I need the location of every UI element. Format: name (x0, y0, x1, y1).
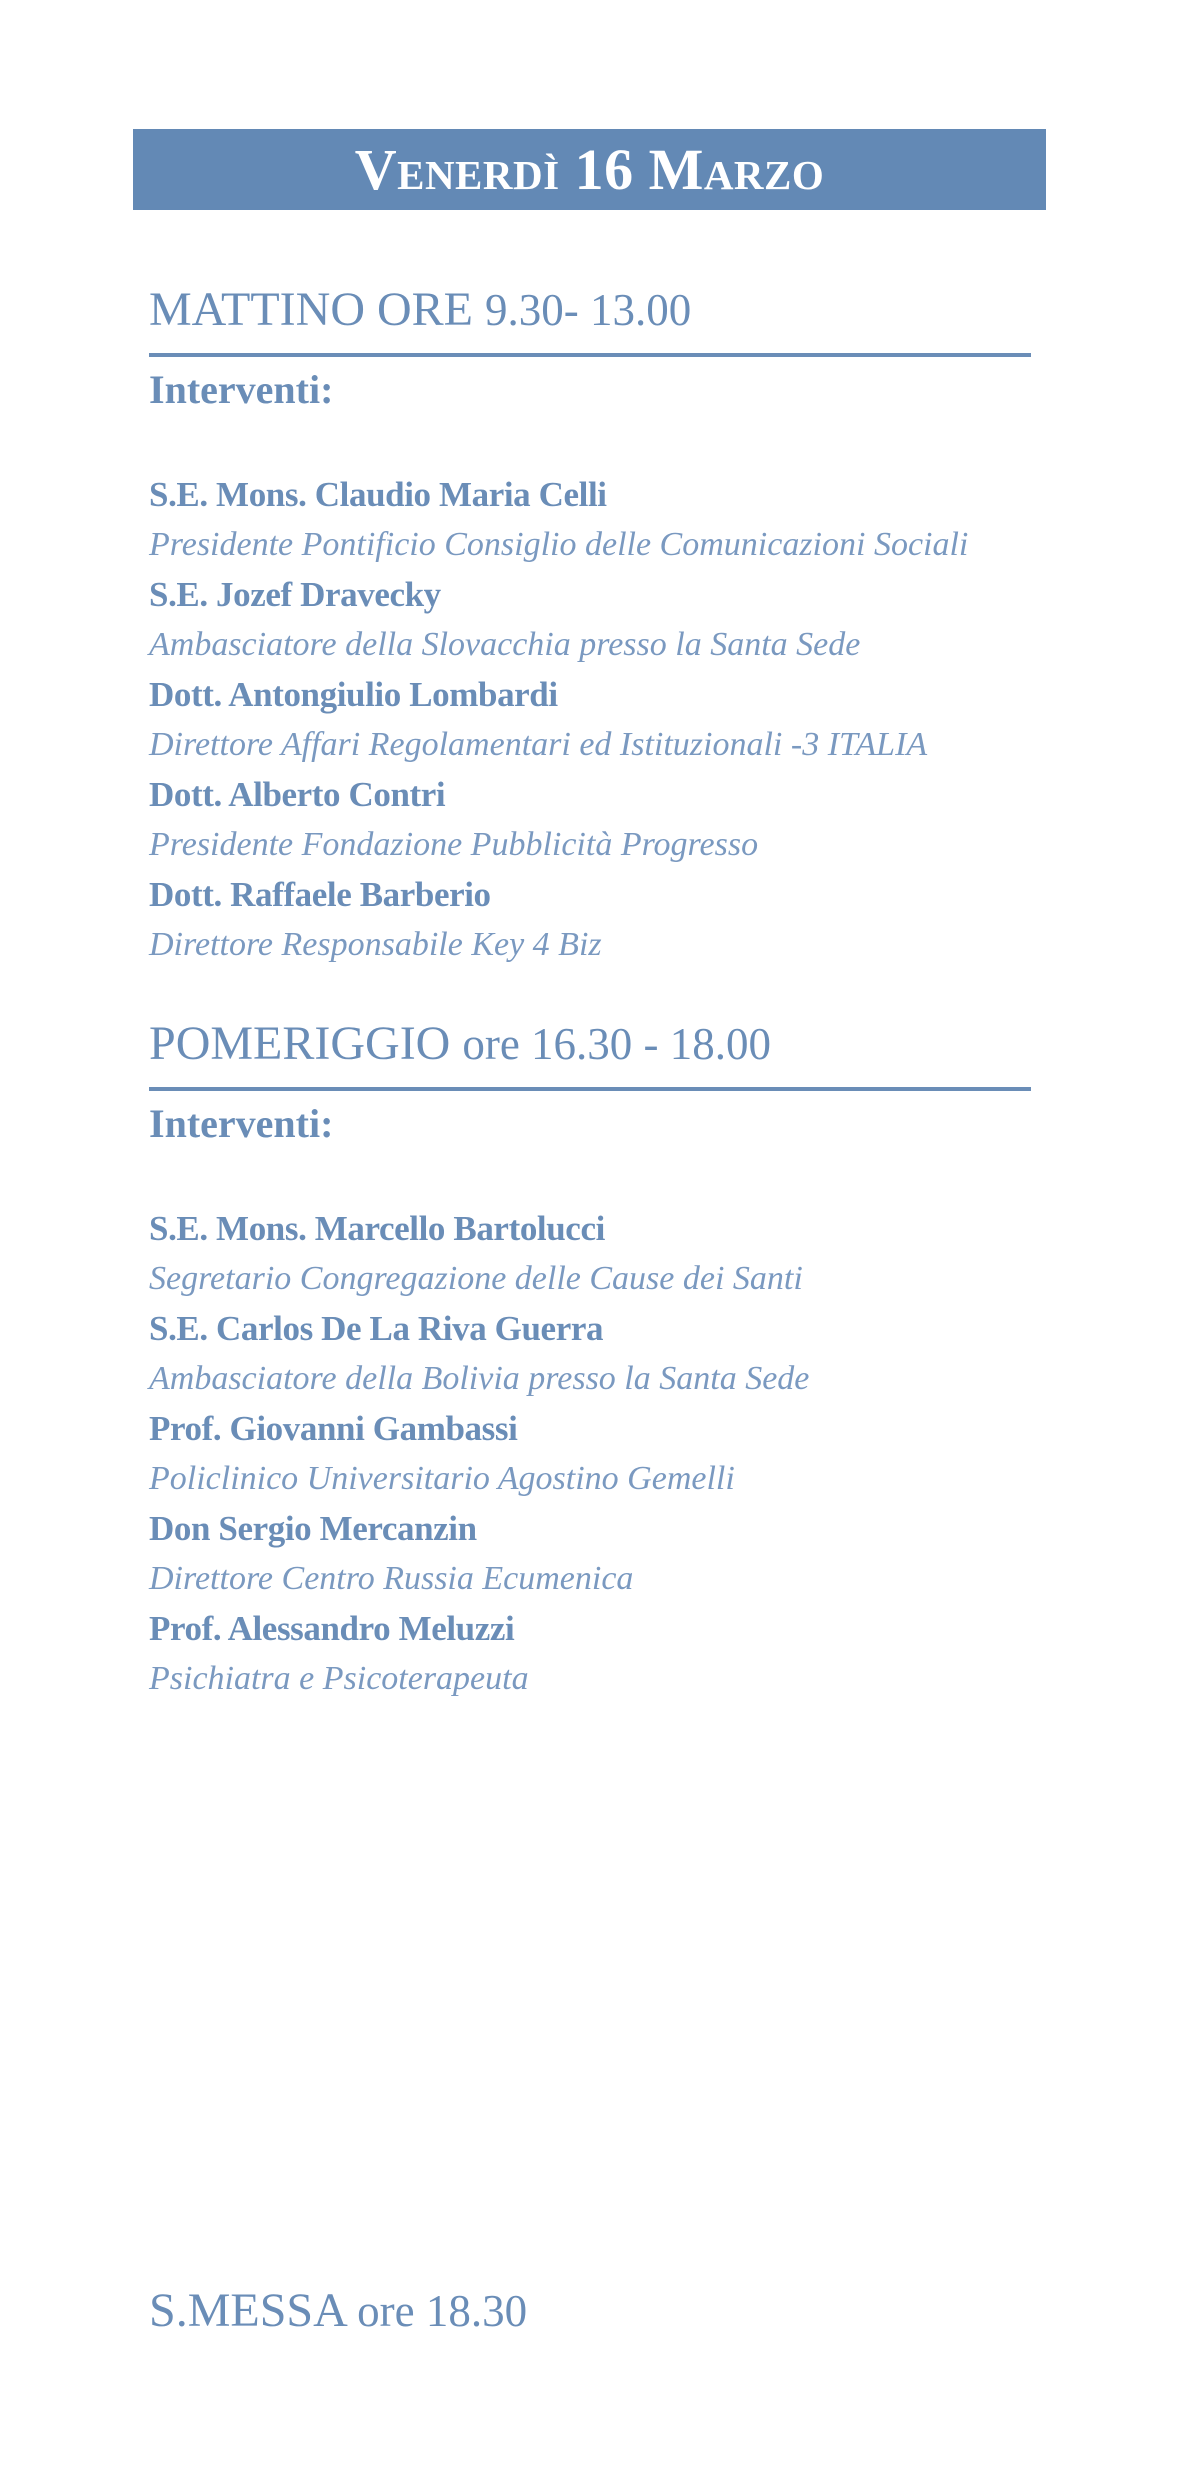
speaker-name: Prof. Alessandro Meluzzi (149, 1609, 515, 1648)
speaker-item (149, 870, 968, 970)
speaker-name: Dott. Antongiulio Lombardi (149, 675, 558, 714)
afternoon-speaker-list (149, 1204, 809, 1704)
speaker-role: Direttore Responsabile Key 4 Biz (149, 926, 602, 963)
speaker-item (149, 770, 968, 870)
speaker-item (149, 470, 968, 570)
speaker-role: Direttore Affari Regolamentari ed Istituzionali -3 ITALIA (149, 726, 928, 763)
speaker-name: Dott. Alberto Contri (149, 775, 446, 814)
morning-divider (149, 353, 1031, 357)
mass-label: S.MESSA (149, 2284, 346, 2337)
day-banner (133, 129, 1046, 210)
speaker-role: Ambasciatore della Slovacchia presso la Santa Sede (149, 626, 861, 663)
morning-speaker-list (149, 470, 968, 970)
speaker-item (149, 1404, 809, 1504)
speaker-item (149, 1604, 809, 1704)
afternoon-interventi-label: Interventi: (149, 1101, 334, 1146)
mass-line (149, 2284, 528, 2337)
speaker-item (149, 570, 968, 670)
speaker-name: S.E. Carlos De La Riva Guerra (149, 1309, 604, 1348)
afternoon-heading-time: ore 16.30 - 18.00 (462, 1019, 772, 1069)
speaker-name: S.E. Mons. Claudio Maria Celli (149, 475, 607, 514)
morning-interventi-label: Interventi: (149, 367, 334, 412)
speaker-name: S.E. Jozef Dravecky (149, 575, 441, 614)
speaker-role: Ambasciatore della Bolivia presso la Santa Sede (149, 1360, 810, 1397)
speaker-item (149, 1304, 809, 1404)
speaker-role: Direttore Centro Russia Ecumenica (149, 1560, 634, 1597)
morning-heading (149, 283, 692, 336)
afternoon-divider (149, 1087, 1031, 1091)
speaker-item (149, 1504, 809, 1604)
speaker-name: S.E. Mons. Marcello Bartolucci (149, 1209, 605, 1248)
speaker-role: Segretario Congregazione delle Cause dei Santi (149, 1260, 803, 1297)
speaker-role: Presidente Fondazione Pubblicità Progresso (149, 826, 759, 863)
speaker-name: Prof. Giovanni Gambassi (149, 1409, 518, 1448)
speaker-name: Don Sergio Mercanzin (149, 1509, 477, 1548)
speaker-item (149, 1204, 809, 1304)
speaker-item (149, 670, 968, 770)
morning-heading-main: MATTINO ORE (149, 283, 473, 336)
day-title: Venerdì 16 Marzo (354, 136, 825, 202)
speaker-role: Presidente Pontificio Consiglio delle Comunicazioni Sociali (149, 526, 969, 563)
afternoon-heading (149, 1017, 772, 1070)
morning-heading-time: 9.30- 13.00 (484, 285, 692, 335)
afternoon-heading-main: POMERIGGIO (149, 1017, 451, 1070)
speaker-role: Policlinico Universitario Agostino Gemelli (149, 1460, 735, 1497)
mass-time: ore 18.30 (357, 2286, 528, 2336)
speaker-name: Dott. Raffaele Barberio (149, 875, 491, 914)
speaker-role: Psichiatra e Psicoterapeuta (149, 1660, 529, 1697)
